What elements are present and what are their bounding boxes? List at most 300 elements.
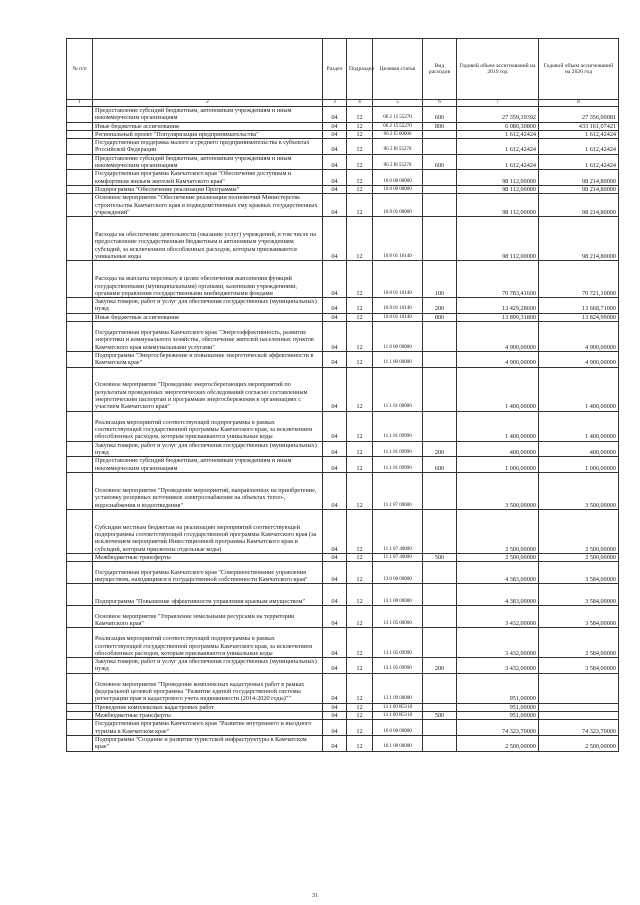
row-amount-2019: 3 432,00000 xyxy=(457,658,539,674)
row-razdel: 04 xyxy=(323,673,347,703)
row-razdel: 04 xyxy=(323,313,347,321)
row-csr: 16 1 00 00000 xyxy=(373,735,423,751)
col-number: 3 xyxy=(323,100,347,107)
row-csr: 13 1 05 09990 xyxy=(373,658,423,674)
table-row xyxy=(67,107,619,123)
row-razdel: 04 xyxy=(323,703,347,711)
row-vr: 800 xyxy=(423,122,457,130)
row-num xyxy=(67,313,93,321)
table-row xyxy=(67,562,619,584)
row-razdel: 04 xyxy=(323,720,347,736)
row-vr xyxy=(423,720,457,736)
table-row xyxy=(67,194,619,217)
row-num xyxy=(67,367,93,411)
row-num xyxy=(67,658,93,674)
table-row xyxy=(67,658,619,674)
row-vr: 600 xyxy=(423,154,457,170)
row-razdel: 04 xyxy=(323,154,347,170)
row-amount-2019: 4 383,00000 xyxy=(457,584,539,606)
row-amount-2020: 1 612,42424 xyxy=(539,130,619,138)
row-name: Предоставление субсидий бюджетным, автономным учреждениям и иным некоммерческим организациям xyxy=(93,107,323,123)
header-vr: Вид расходов xyxy=(423,39,457,100)
row-amount-2019: 13 899,31800 xyxy=(457,313,539,321)
row-podrazdel: 12 xyxy=(347,154,373,170)
row-vr: 500 xyxy=(423,553,457,561)
row-amount-2020: 400,00000 xyxy=(539,441,619,457)
row-name: Подпрограмма "Создание и развитие туристской инфраструктуры в Камчатском крае" xyxy=(93,735,323,751)
col-number: 7 xyxy=(457,100,539,107)
header-num: № п/п xyxy=(67,39,93,100)
table-row xyxy=(67,712,619,720)
table-row xyxy=(67,130,619,138)
row-razdel: 04 xyxy=(323,712,347,720)
row-razdel: 04 xyxy=(323,130,347,138)
table-row xyxy=(67,185,619,193)
row-amount-2020: 3 584,00000 xyxy=(539,658,619,674)
table-row xyxy=(67,457,619,473)
row-vr xyxy=(423,170,457,186)
row-podrazdel: 12 xyxy=(347,509,373,553)
row-amount-2019: 1 400,00000 xyxy=(457,367,539,411)
row-amount-2019: 951,00000 xyxy=(457,673,539,703)
table-row xyxy=(67,298,619,314)
row-podrazdel: 12 xyxy=(347,122,373,130)
row-csr: 13 0 00 00000 xyxy=(373,562,423,584)
row-num xyxy=(67,139,93,155)
row-vr xyxy=(423,130,457,138)
row-razdel: 04 xyxy=(323,322,347,352)
row-podrazdel: 12 xyxy=(347,139,373,155)
row-vr xyxy=(423,703,457,711)
row-num xyxy=(67,712,93,720)
row-csr: 10 8 00 00000 xyxy=(373,185,423,193)
row-num xyxy=(67,122,93,130)
row-amount-2019: 4 900,00000 xyxy=(457,322,539,352)
row-num xyxy=(67,606,93,628)
row-vr xyxy=(423,562,457,584)
row-name: Субсидии местным бюджетам на реализацию мероприятий соответствующей подпрограммы соответствующей государственной программы Камчатского края (за исключением мероприятий Инвестиционной программы Камчатского края и субсидий, которым присвоены отдельные коды) xyxy=(93,509,323,553)
row-amount-2019: 13 429,28600 xyxy=(457,298,539,314)
row-razdel: 04 xyxy=(323,509,347,553)
table-row xyxy=(67,217,619,261)
row-podrazdel: 12 xyxy=(347,720,373,736)
row-amount-2019: 951,00000 xyxy=(457,712,539,720)
table-row xyxy=(67,441,619,457)
row-num xyxy=(67,628,93,658)
row-podrazdel: 12 xyxy=(347,735,373,751)
row-razdel: 04 xyxy=(323,441,347,457)
row-podrazdel: 12 xyxy=(347,703,373,711)
row-razdel: 04 xyxy=(323,367,347,411)
row-amount-2020: 27 356,00081 xyxy=(539,107,619,123)
row-amount-2019: 951,00000 xyxy=(457,703,539,711)
row-csr: 10 0 00 00000 xyxy=(373,170,423,186)
row-amount-2020: 1 612,42424 xyxy=(539,139,619,155)
header-row xyxy=(67,39,619,100)
row-num xyxy=(67,673,93,703)
row-amount-2019: 400,00000 xyxy=(457,441,539,457)
row-name: Закупка товаров, работ и услуг для обеспечения государственных (муниципальных) нужд xyxy=(93,298,323,314)
table-row xyxy=(67,313,619,321)
row-csr: 06 2 15 55270 xyxy=(373,107,423,123)
row-vr xyxy=(423,606,457,628)
budget-table-sheet xyxy=(66,38,618,752)
col-number: 8 xyxy=(539,100,619,107)
table-row xyxy=(67,735,619,751)
row-podrazdel: 12 xyxy=(347,322,373,352)
row-name: Предоставление субсидий бюджетным, автономным учреждениям и иным некоммерческим организациям xyxy=(93,457,323,473)
row-razdel: 04 xyxy=(323,194,347,217)
row-amount-2019: 98 112,00000 xyxy=(457,217,539,261)
row-name: Основное мероприятие "Проведение комплексных кадастровых работ в рамках федеральной целевой программы "Развитие единой государственной системы регистрации прав и кадастрового учета недвижимости (2014-2020 годы)"" xyxy=(93,673,323,703)
table-row xyxy=(67,509,619,553)
row-podrazdel: 12 xyxy=(347,712,373,720)
row-razdel: 04 xyxy=(323,217,347,261)
row-vr xyxy=(423,217,457,261)
row-name: Основное мероприятие "Обеспечение реализации полномочий Министерства строительства Камчатского края в подведомственных ему краевых государственных учреждений" xyxy=(93,194,323,217)
row-amount-2020: 1 400,00000 xyxy=(539,367,619,411)
row-vr xyxy=(423,322,457,352)
row-amount-2020: 13 824,99000 xyxy=(539,313,619,321)
row-csr: 10 8 01 10140 xyxy=(373,298,423,314)
table-row xyxy=(67,411,619,441)
row-podrazdel: 12 xyxy=(347,107,373,123)
row-podrazdel: 12 xyxy=(347,658,373,674)
row-amount-2020: 74 323,70000 xyxy=(539,720,619,736)
row-name: Региональный проект "Популяризация предпринимательства" xyxy=(93,130,323,138)
row-podrazdel: 12 xyxy=(347,553,373,561)
row-csr: 11 1 01 09990 xyxy=(373,457,423,473)
row-name: Закупка товаров, работ и услуг для обеспечения государственных (муниципальных) нужд xyxy=(93,441,323,457)
table-row xyxy=(67,472,619,509)
row-num xyxy=(67,562,93,584)
row-amount-2020 xyxy=(539,673,619,703)
row-amount-2019: 1 612,42424 xyxy=(457,154,539,170)
row-num xyxy=(67,298,93,314)
row-vr xyxy=(423,673,457,703)
row-amount-2020: 3 500,00000 xyxy=(539,509,619,553)
row-num xyxy=(67,194,93,217)
row-razdel: 04 xyxy=(323,735,347,751)
row-vr xyxy=(423,472,457,509)
row-amount-2020: 433 161,07421 xyxy=(539,122,619,130)
row-num xyxy=(67,472,93,509)
row-name: Государственная поддержка малого и среднего предпринимательства в субъектах Российской Федерации xyxy=(93,139,323,155)
row-podrazdel: 12 xyxy=(347,185,373,193)
row-name: Закупка товаров, работ и услуг для обеспечения государственных (муниципальных) нужд xyxy=(93,658,323,674)
row-csr: 11 1 07 00000 xyxy=(373,472,423,509)
row-vr xyxy=(423,628,457,658)
row-amount-2020: 3 584,00000 xyxy=(539,606,619,628)
row-razdel: 04 xyxy=(323,553,347,561)
row-csr: 06 2 I8 55270 xyxy=(373,154,423,170)
row-amount-2020: 1 612,42424 xyxy=(539,154,619,170)
row-vr xyxy=(423,367,457,411)
row-amount-2020 xyxy=(539,712,619,720)
row-csr: 13 1 00 00000 xyxy=(373,584,423,606)
row-razdel: 04 xyxy=(323,562,347,584)
table-row xyxy=(67,122,619,130)
table-row xyxy=(67,720,619,736)
row-amount-2019: 74 323,70000 xyxy=(457,720,539,736)
row-amount-2020: 4 900,00000 xyxy=(539,322,619,352)
row-vr: 600 xyxy=(423,107,457,123)
row-amount-2019: 2 500,00000 xyxy=(457,735,539,751)
column-number-row xyxy=(67,100,619,107)
row-csr: 06 2 I8 55270 xyxy=(373,139,423,155)
budget-table xyxy=(66,38,619,752)
row-num xyxy=(67,457,93,473)
row-name: Расходы на обеспечение деятельности (оказание услуг) учреждений, в том числе на предоставление государственным бюджетным и автономным учреждениям субсидий, за исключением обособленных расходов, которым присваиваются уникальные коды xyxy=(93,217,323,261)
row-num xyxy=(67,720,93,736)
row-amount-2020: 3 500,00000 xyxy=(539,553,619,561)
row-razdel: 04 xyxy=(323,185,347,193)
row-podrazdel: 12 xyxy=(347,584,373,606)
row-amount-2020: 4 900,00000 xyxy=(539,352,619,368)
row-csr: 16 0 00 00000 xyxy=(373,720,423,736)
header-csr: Целевая статья xyxy=(373,39,423,100)
row-csr: 11 1 07 40000 xyxy=(373,509,423,553)
table-row xyxy=(67,154,619,170)
row-vr xyxy=(423,584,457,606)
row-num xyxy=(67,322,93,352)
row-amount-2019: 6 080,30800 xyxy=(457,122,539,130)
row-num xyxy=(67,735,93,751)
row-podrazdel: 12 xyxy=(347,673,373,703)
row-razdel: 04 xyxy=(323,139,347,155)
row-podrazdel: 12 xyxy=(347,628,373,658)
row-amount-2020: 3 584,00000 xyxy=(539,628,619,658)
row-name: Межбюджетные трансферты xyxy=(93,712,323,720)
row-podrazdel: 12 xyxy=(347,130,373,138)
row-vr: 200 xyxy=(423,298,457,314)
row-podrazdel: 12 xyxy=(347,313,373,321)
table-row xyxy=(67,367,619,411)
row-podrazdel: 12 xyxy=(347,441,373,457)
row-csr: 13 1 09 R5110 xyxy=(373,712,423,720)
row-amount-2020: 98 214,80000 xyxy=(539,217,619,261)
row-amount-2019: 3 500,00000 xyxy=(457,553,539,561)
row-csr: 11 1 07 40000 xyxy=(373,553,423,561)
row-vr xyxy=(423,194,457,217)
row-amount-2019: 27 359,19392 xyxy=(457,107,539,123)
row-csr: 10 8 01 10140 xyxy=(373,217,423,261)
row-num xyxy=(67,584,93,606)
row-amount-2020: 98 214,80000 xyxy=(539,185,619,193)
row-num xyxy=(67,107,93,123)
row-vr xyxy=(423,352,457,368)
row-vr xyxy=(423,411,457,441)
table-row xyxy=(67,261,619,298)
row-vr: 600 xyxy=(423,457,457,473)
row-razdel: 04 xyxy=(323,457,347,473)
row-name: Подпрограмма "Энергосбережение и повышение энергетической эффективности в Камчатском крае" xyxy=(93,352,323,368)
row-amount-2019: 1 612,42424 xyxy=(457,139,539,155)
table-body xyxy=(67,107,619,752)
row-csr: 10 8 01 10140 xyxy=(373,261,423,298)
row-podrazdel: 12 xyxy=(347,606,373,628)
table-row xyxy=(67,139,619,155)
row-name: Предоставление субсидий бюджетным, автономным учреждениям и иным некоммерческим организациям xyxy=(93,154,323,170)
row-name: Государственная программа Камчатского края "Энергоэффективность, развитие энергетики и коммунального хозяйства, обеспечение жителей населенных пунктов Камчатского края коммунальными услугами" xyxy=(93,322,323,352)
header-2020: Годовой объем ассигнований на 2020 год xyxy=(539,39,619,100)
table-row xyxy=(67,584,619,606)
row-razdel: 04 xyxy=(323,472,347,509)
row-csr: 13 1 05 00000 xyxy=(373,606,423,628)
row-name: Государственная программа Камчатского края "Совершенствование управления имуществом, находящимся в государственной собственности Камчатского края" xyxy=(93,562,323,584)
row-name: Государственная программа Камчатского края "Развитие внутреннего и въездного туризма в Камчатском крае" xyxy=(93,720,323,736)
header-2019: Годовой объем ассигнований на 2019 год xyxy=(457,39,539,100)
row-amount-2019: 3 500,00000 xyxy=(457,509,539,553)
row-amount-2020: 98 214,80000 xyxy=(539,194,619,217)
row-name: Иные бюджетные ассигнования xyxy=(93,122,323,130)
row-vr xyxy=(423,735,457,751)
row-razdel: 04 xyxy=(323,107,347,123)
header-podrazdel: Подраздел xyxy=(347,39,373,100)
row-podrazdel: 12 xyxy=(347,562,373,584)
row-razdel: 04 xyxy=(323,298,347,314)
row-name: Подпрограмма "Обеспечение реализации Программы" xyxy=(93,185,323,193)
col-number: 5 xyxy=(373,100,423,107)
row-amount-2020: 13 668,71000 xyxy=(539,298,619,314)
col-number: 1 xyxy=(67,100,93,107)
table-row xyxy=(67,606,619,628)
row-vr: 800 xyxy=(423,313,457,321)
row-num xyxy=(67,441,93,457)
page-number: 31 xyxy=(312,893,318,899)
row-amount-2020: 98 214,80000 xyxy=(539,170,619,186)
row-name: Реализация мероприятий соответствующей подпрограммы в рамках соответствующей государственной программы Камчатского края, за исключением обособленных расходов, которым присваиваются уникальные коды xyxy=(93,628,323,658)
row-csr: 11 1 01 09990 xyxy=(373,441,423,457)
row-num xyxy=(67,352,93,368)
row-amount-2019: 3 500,00000 xyxy=(457,472,539,509)
row-vr xyxy=(423,509,457,553)
row-amount-2019: 3 432,00000 xyxy=(457,606,539,628)
row-amount-2019: 1 400,00000 xyxy=(457,411,539,441)
row-csr: 11 0 00 00000 xyxy=(373,322,423,352)
table-row xyxy=(67,628,619,658)
row-csr: 10 8 01 10140 xyxy=(373,313,423,321)
row-podrazdel: 12 xyxy=(347,298,373,314)
row-podrazdel: 12 xyxy=(347,170,373,186)
row-podrazdel: 12 xyxy=(347,367,373,411)
row-razdel: 04 xyxy=(323,170,347,186)
row-csr: 11 1 01 09990 xyxy=(373,411,423,441)
row-amount-2019: 98 112,00000 xyxy=(457,194,539,217)
row-razdel: 04 xyxy=(323,584,347,606)
col-number: 6 xyxy=(423,100,457,107)
row-amount-2020 xyxy=(539,703,619,711)
row-razdel: 04 xyxy=(323,411,347,441)
row-amount-2020: 2 500,00000 xyxy=(539,735,619,751)
row-csr: 13 1 09 00000 xyxy=(373,673,423,703)
row-num xyxy=(67,703,93,711)
row-csr: 13 1 05 09990 xyxy=(373,628,423,658)
header-razdel: Раздел xyxy=(323,39,347,100)
row-razdel: 04 xyxy=(323,122,347,130)
header-name xyxy=(93,39,323,100)
row-num xyxy=(67,154,93,170)
row-podrazdel: 12 xyxy=(347,217,373,261)
col-number: 2 xyxy=(93,100,323,107)
row-podrazdel: 12 xyxy=(347,472,373,509)
table-row xyxy=(67,703,619,711)
row-amount-2019: 98 112,00000 xyxy=(457,185,539,193)
row-vr: 100 xyxy=(423,261,457,298)
row-razdel: 04 xyxy=(323,628,347,658)
row-razdel: 04 xyxy=(323,352,347,368)
row-amount-2019: 1 612,42424 xyxy=(457,130,539,138)
row-amount-2019: 98 112,00000 xyxy=(457,170,539,186)
row-num xyxy=(67,509,93,553)
row-razdel: 04 xyxy=(323,658,347,674)
row-name: Иные бюджетные ассигнования xyxy=(93,313,323,321)
row-amount-2020: 3 500,00000 xyxy=(539,472,619,509)
row-name: Основное мероприятие "Проведение энергосберегающих мероприятий по результатам проведенных энергетических обследований согласно составленным энергетическим паспортам и программам энергосбережения в организациях с участием Камчатского края" xyxy=(93,367,323,411)
row-amount-2019: 70 783,41600 xyxy=(457,261,539,298)
row-num xyxy=(67,553,93,561)
row-name: Проведение комплексных кадастровых работ xyxy=(93,703,323,711)
row-vr xyxy=(423,185,457,193)
table-row xyxy=(67,352,619,368)
row-num xyxy=(67,170,93,186)
col-number: 4 xyxy=(347,100,373,107)
row-name: Подпрограмма "Повышение эффективности управления краевым имуществом" xyxy=(93,584,323,606)
row-vr xyxy=(423,139,457,155)
row-podrazdel: 12 xyxy=(347,411,373,441)
table-row xyxy=(67,322,619,352)
row-csr: 11 1 01 00000 xyxy=(373,367,423,411)
row-name: Межбюджетные трансферты xyxy=(93,553,323,561)
row-vr: 200 xyxy=(423,441,457,457)
row-amount-2020: 1 400,00000 xyxy=(539,411,619,441)
row-name: Расходы на выплаты персоналу в целях обеспечения выполнения функций государственными (муниципальными) органами, казенными учреждениями, органами управления государственными внебюджетными фондами xyxy=(93,261,323,298)
row-name: Государственная программа Камчатского края "Обеспечение доступным и комфортным жильем жителей Камчатского края" xyxy=(93,170,323,186)
row-podrazdel: 12 xyxy=(347,261,373,298)
row-amount-2019: 4 900,00000 xyxy=(457,352,539,368)
row-num xyxy=(67,130,93,138)
row-amount-2020: 3 584,00000 xyxy=(539,584,619,606)
row-amount-2019: 1 000,00000 xyxy=(457,457,539,473)
row-name: Реализация мероприятий соответствующей подпрограммы в рамках соответствующей государственной программы Камчатского края, за исключением обособленных расходов, которым присваиваются уникальные коды xyxy=(93,411,323,441)
row-podrazdel: 12 xyxy=(347,352,373,368)
row-csr: 11 1 00 00000 xyxy=(373,352,423,368)
table-row xyxy=(67,673,619,703)
row-csr: 06 2 15 55270 xyxy=(373,122,423,130)
row-amount-2020: 70 721,10000 xyxy=(539,261,619,298)
row-podrazdel: 12 xyxy=(347,457,373,473)
row-amount-2020: 1 000,00000 xyxy=(539,457,619,473)
row-num xyxy=(67,185,93,193)
row-num xyxy=(67,261,93,298)
row-num xyxy=(67,411,93,441)
row-name: Основное мероприятие "Проведение мероприятий, направленных на приобретение, установку резервных источников электроснабжения на объектах тепло-, водоснабжения и водоотведения" xyxy=(93,472,323,509)
table-row xyxy=(67,553,619,561)
row-amount-2019: 3 432,00000 xyxy=(457,628,539,658)
row-razdel: 04 xyxy=(323,261,347,298)
row-amount-2020: 3 584,00000 xyxy=(539,562,619,584)
row-csr: 06 2 I5 00000 xyxy=(373,130,423,138)
row-podrazdel: 12 xyxy=(347,194,373,217)
row-razdel: 04 xyxy=(323,606,347,628)
row-csr: 13 1 09 R5110 xyxy=(373,703,423,711)
row-amount-2019: 4 383,00000 xyxy=(457,562,539,584)
row-vr: 500 xyxy=(423,712,457,720)
row-csr: 10 8 01 00000 xyxy=(373,194,423,217)
row-num xyxy=(67,217,93,261)
row-name: Основное мероприятие "Управление земельными ресурсами на территории Камчатского края" xyxy=(93,606,323,628)
row-vr: 200 xyxy=(423,658,457,674)
